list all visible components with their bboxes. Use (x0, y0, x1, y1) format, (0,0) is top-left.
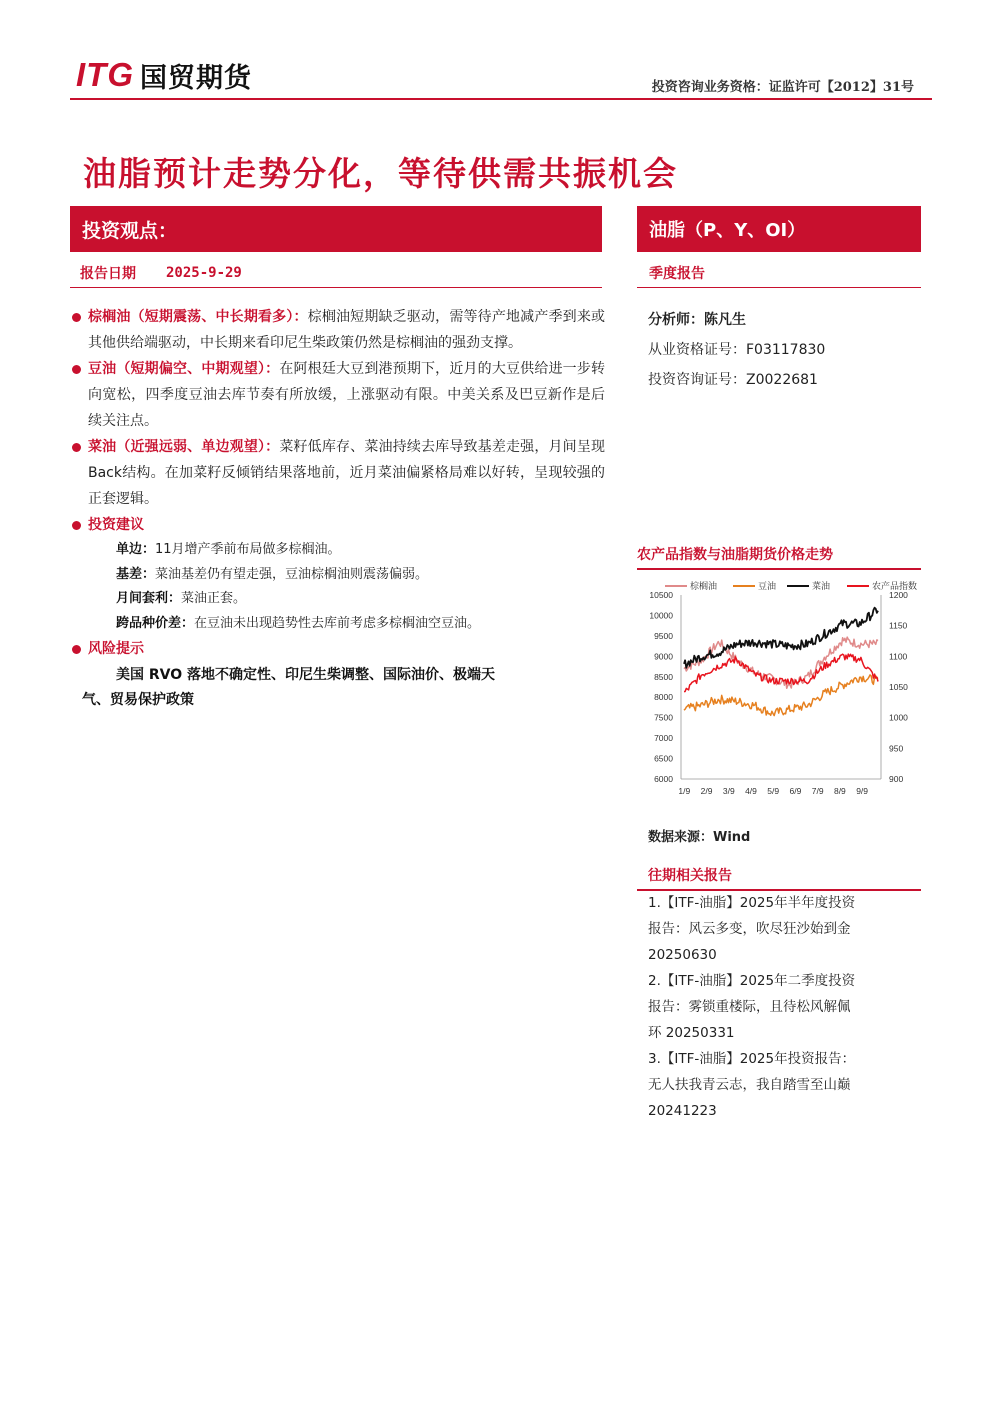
series-line-2 (684, 675, 878, 716)
bullet-icon (72, 443, 81, 452)
chart-title: 农产品指数与油脂期货价格走势 (637, 544, 921, 570)
x-tick-label: 4/9 (745, 786, 757, 796)
related-item-1-line-2[interactable]: 报告：风云多变，吹尽狂沙始到金 (648, 921, 851, 937)
cert2-value: Z0022681 (746, 372, 818, 388)
data-source: 数据来源：Wind (648, 830, 751, 845)
rape-view-body: 菜籽低库存、菜油持续去库导致基差走强，月间呈现Back结构。在加菜籽反倾销结果落地前，近月菜油偏紧格局难以好转，呈现较强的正套逻辑。 (88, 439, 606, 507)
x-tick-label: 5/9 (767, 786, 780, 796)
cert-row-2 (648, 365, 825, 395)
report-date-value: 2025-9-29 (166, 264, 242, 281)
x-tick-label: 9/9 (856, 786, 869, 796)
risk-line-1: 美国 RVO 落地不确定性、印尼生柴调整、国际油价、极端天 (116, 667, 496, 683)
logo-en: ITG (76, 56, 134, 93)
palm-view (70, 304, 605, 356)
y-tick-label: 10000 (649, 610, 673, 621)
related-reports-title: 往期相关报告 (637, 865, 921, 891)
cert1-label: 从业资格证号： (648, 342, 746, 358)
bullet-icon (72, 313, 81, 322)
risk-heading: 风险提示 (88, 641, 144, 657)
x-tick-label: 1/9 (678, 786, 691, 796)
y2-tick-label: 1150 (889, 620, 908, 631)
company-logo (76, 58, 252, 92)
rape-view-head: 菜油（近强远弱、单边观望）： (88, 439, 280, 455)
x-tick-label: 2/9 (700, 786, 713, 796)
advice-calendar (70, 587, 605, 612)
legend-label: 菜油 (812, 582, 831, 592)
series-line-3 (684, 608, 878, 668)
bullet-icon (72, 645, 81, 654)
related-item-2-line-3[interactable]: 环 20250331 (648, 1025, 735, 1041)
related-item-3-line-2[interactable]: 无人扶我青云志，我自踏雪至山巅 (648, 1077, 851, 1093)
analyst-row (648, 305, 825, 335)
advice-text: 在豆油未出现趋势性去库前考虑多棕榈油空豆油。 (194, 615, 481, 631)
header-divider (70, 98, 932, 100)
advice-text: 菜油正套。 (181, 591, 247, 606)
legend-label: 农产品指数 (872, 582, 918, 592)
advice-label: 跨品种价差： (116, 615, 195, 631)
bullet-icon (72, 365, 81, 374)
related-item-3-line-1[interactable]: 3.【ITF-油脂】2025年投资报告： (648, 1051, 856, 1067)
palm-view-body: 棕榈油短期缺乏驱动，需等待产地减产季到来或其他供给端驱动，中长期来看印尼生柴政策仍然是棕榈油的强劲支撑。 (88, 309, 606, 351)
y-tick-label: 9000 (654, 651, 673, 662)
logo-cn: 国贸期货 (140, 62, 252, 94)
advice-label: 月间套利： (116, 591, 182, 606)
advice-label: 单边： (116, 542, 156, 557)
page-title: 油脂预计走势分化，等待供需共振机会 (83, 154, 678, 193)
palm-view-head: 棕榈油（短期震荡、中长期看多）： (88, 309, 308, 325)
related-item-3-line-3[interactable]: 20241223 (648, 1103, 717, 1119)
y-tick-label: 8000 (654, 692, 673, 703)
price-chart (637, 573, 921, 805)
y-tick-label: 7500 (654, 712, 673, 723)
advice-basis (70, 563, 605, 588)
x-tick-label: 3/9 (722, 786, 735, 796)
risk-head (70, 636, 605, 662)
x-tick-label: 8/9 (833, 786, 846, 796)
related-item-2-line-2[interactable]: 报告：雾锁重楼际，且待松风解佩 (648, 999, 851, 1015)
related-item-2-line-1[interactable]: 2.【ITF-油脂】2025年二季度投资 (648, 973, 856, 989)
cert-row-1 (648, 335, 825, 365)
qualification-text: 投资咨询业务资格：证监许可【2012】31号 (651, 80, 914, 95)
related-reports (648, 890, 910, 1124)
cert1-value: F03117830 (746, 342, 826, 358)
advice-head (70, 512, 605, 538)
advice-text: 菜油基差仍有望走强，豆油棕榈油则震荡偏弱。 (155, 566, 429, 582)
investment-view-body (70, 304, 605, 712)
y-tick-label: 8500 (654, 671, 673, 682)
y-tick-label: 7000 (654, 733, 673, 744)
x-tick-label: 6/9 (789, 786, 802, 796)
legend-label: 豆油 (758, 582, 777, 592)
y-tick-label: 6000 (654, 774, 673, 784)
y2-tick-label: 1100 (889, 651, 908, 662)
related-item-1-line-3[interactable]: 20250630 (648, 947, 717, 963)
y2-tick-label: 900 (889, 774, 904, 784)
risk-line-2: 气、贸易保护政策 (82, 692, 194, 708)
soy-view (70, 356, 605, 434)
soy-view-head: 豆油（短期偏空、中期观望）： (88, 361, 280, 377)
y2-tick-label: 950 (889, 743, 904, 754)
report-date-row (70, 258, 602, 288)
y-tick-label: 9500 (654, 630, 673, 641)
advice-text: 11月增产季前布局做多棕榈油。 (155, 542, 341, 557)
legend-label: 棕榈油 (690, 582, 718, 592)
soy-view-body: 在阿根廷大豆到港预期下，近月的大豆供给进一步转向宽松，四季度豆油去库节奏有所放缓，上涨驱动有限。中美关系及巴豆新作是后续关注点。 (88, 361, 606, 429)
related-item-1-line-1[interactable]: 1.【ITF-油脂】2025年半年度投资 (648, 895, 856, 911)
y-tick-label: 10500 (649, 590, 673, 600)
product-bar: 油脂（P、Y、OI） (637, 206, 921, 252)
y2-tick-label: 1050 (889, 682, 908, 692)
analyst-label: 分析师： (648, 312, 704, 328)
analyst-name: 陈凡生 (704, 312, 746, 328)
x-tick-label: 7/9 (811, 786, 824, 796)
advice-cross (70, 612, 605, 637)
y2-tick-label: 1200 (889, 590, 908, 600)
advice-label: 基差： (116, 566, 156, 582)
bullet-icon (72, 521, 81, 530)
series-line-1 (684, 637, 878, 688)
rape-view (70, 434, 605, 512)
advice-heading: 投资建议 (88, 517, 144, 533)
report-type: 季度报告 (637, 258, 921, 288)
series-line-4 (684, 654, 878, 692)
advice-single (70, 538, 605, 563)
investment-view-bar: 投资观点： (70, 206, 602, 252)
analyst-info (648, 305, 825, 395)
y-tick-label: 6500 (654, 753, 673, 764)
report-date-label: 报告日期 (80, 265, 136, 282)
y2-tick-label: 1000 (889, 712, 908, 723)
cert2-label: 投资咨询证号： (648, 372, 746, 388)
